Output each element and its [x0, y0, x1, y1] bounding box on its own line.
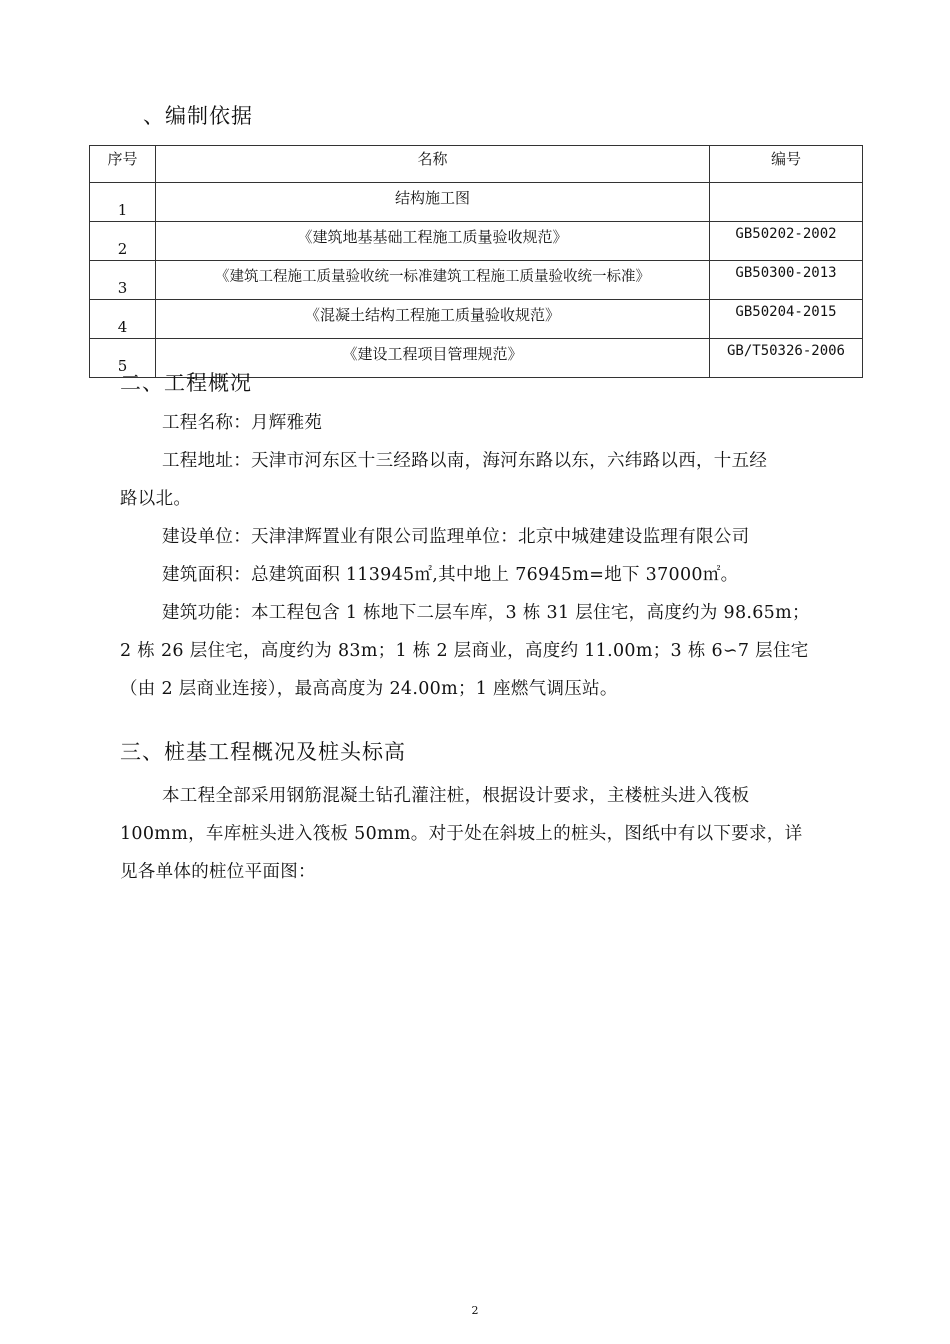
- page-number: 2: [471, 1304, 479, 1317]
- pile-overview: [120, 777, 862, 891]
- table-row: [90, 261, 863, 300]
- pile-body-line-3: 见各单体的桩位平面图：: [120, 862, 316, 882]
- row-index: 2: [90, 222, 156, 261]
- row-index: 3: [90, 261, 156, 300]
- section-heading-basis: 、编制依据: [143, 104, 253, 128]
- table-row: [90, 222, 863, 261]
- section-heading-pile: 三、桩基工程概况及桩头标高: [120, 740, 406, 764]
- project-address-line-2: 路以北。: [120, 489, 192, 509]
- row-index: 4: [90, 300, 156, 339]
- project-function-line-2: 2 栋 26 层住宅，高度约为 83m；1 栋 2 层商业，高度约 11.00m；3 栋 6∽7 层住宅: [120, 641, 809, 661]
- row-code: [710, 183, 863, 222]
- project-area-line: 建筑面积：总建筑面积 113945㎡,其中地上 76945m=地下 37000㎡。: [162, 565, 739, 585]
- column-header-name: 名称: [156, 146, 710, 183]
- row-code: GB/T50326-2006: [710, 339, 863, 378]
- row-name: 结构施工图: [156, 183, 710, 222]
- pile-body-line-2: 100mm，车库桩头进入筏板 50mm。对于处在斜坡上的桩头，图纸中有以下要求，详: [120, 824, 803, 844]
- row-code: GB50204-2015: [710, 300, 863, 339]
- section-heading-overview: 二、工程概况: [120, 371, 252, 395]
- row-index: 1: [90, 183, 156, 222]
- project-function-line-3: （由 2 层商业连接），最高高度为 24.00m；1 座燃气调压站。: [120, 679, 618, 699]
- row-name: 《混凝土结构工程施工质量验收规范》: [156, 300, 710, 339]
- table-row: [90, 300, 863, 339]
- column-header-index: 序号: [90, 146, 156, 183]
- row-index: 5: [90, 339, 156, 378]
- project-units-line: 建设单位：天津津辉置业有限公司监理单位：北京中城建建设监理有限公司: [162, 527, 750, 547]
- project-name-line: 工程名称：月辉雅苑: [162, 413, 323, 433]
- table-row: [90, 183, 863, 222]
- column-header-code: 编号: [710, 146, 863, 183]
- row-code: GB50300-2013: [710, 261, 863, 300]
- row-code: GB50202-2002: [710, 222, 863, 261]
- table-header-row: [90, 146, 863, 183]
- project-function-line-1: 建筑功能：本工程包含 1 栋地下二层车库，3 栋 31 层住宅，高度约为 98.65m；: [162, 603, 810, 623]
- row-name: 《建设工程项目管理规范》: [156, 339, 710, 378]
- reference-table: [89, 145, 863, 378]
- project-address-line-1: 工程地址：天津市河东区十三经路以南，海河东路以东，六纬路以西，十五经: [162, 451, 768, 471]
- row-name: 《建筑工程施工质量验收统一标准建筑工程施工质量验收统一标准》: [156, 261, 710, 300]
- project-overview: [120, 404, 862, 708]
- pile-body-line-1: 本工程全部采用钢筋混凝土钻孔灌注桩，根据设计要求，主楼桩头进入筏板: [162, 786, 750, 806]
- row-name: 《建筑地基基础工程施工质量验收规范》: [156, 222, 710, 261]
